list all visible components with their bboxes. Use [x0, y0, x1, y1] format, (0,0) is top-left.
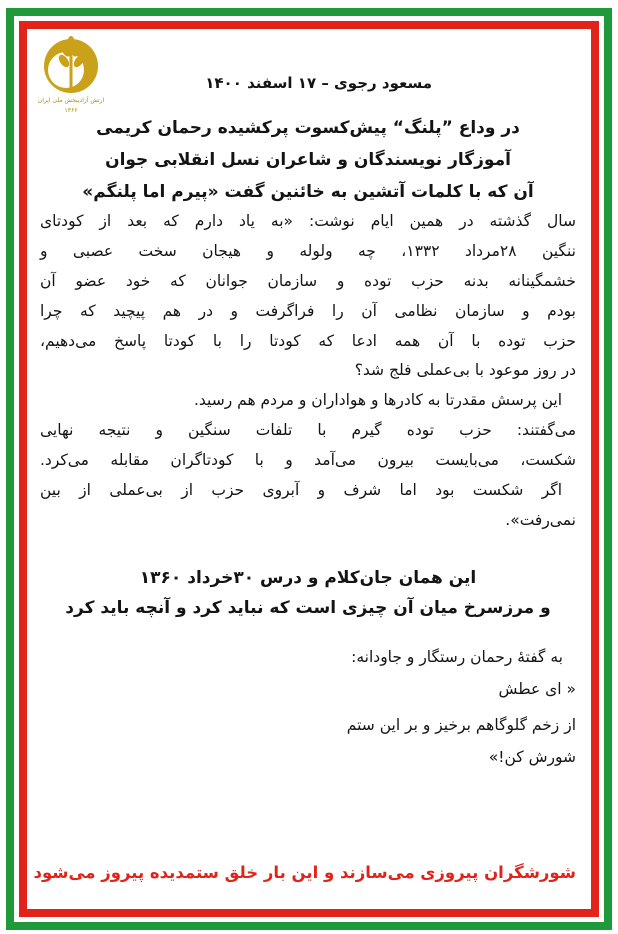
body-line: می‌گفتند: حزب توده گیرم با تلفات سنگین و نتیجه نهایی [40, 421, 576, 439]
poem-line: به گفتهٔ رحمان رستگار و جاودانه: [351, 648, 563, 666]
poem-line: شورش کن!» [488, 748, 576, 766]
body-line: نمی‌رفت». [505, 511, 576, 529]
body-line: ننگین ۲۸مرداد ۱۳۳۲، چه ولوله و هیجان سخت عصبی و [40, 242, 576, 260]
title-line: آموزگار نویسندگان و شاعران نسل انقلابی جوان [105, 150, 511, 170]
body-line: شکست، می‌بایست بیرون می‌آمد و با کودتاگران مقابله می‌کرد. [40, 451, 576, 469]
body-line: حزب توده با آن همه ادعا که کودتا را با کودتا پاسخ می‌دهیم، [40, 332, 576, 350]
slogan: شورشگران پیروزی می‌سازند و این بار خلق ستمدیده پیروز می‌شود [33, 863, 576, 882]
poem-line: از زخم گلوگاهم برخیز و بر این ستم [346, 716, 576, 734]
body-line: اگر شکست بود اما شرف و آبروی حزب از بی‌عملی از بین [40, 481, 562, 499]
author-date: مسعود رجوی – ۱۷ اسفند ۱۴۰۰ [205, 74, 432, 92]
center-line: این همان جان‌کلام و درس ۳۰خرداد ۱۳۶۰ [139, 568, 477, 588]
body-line: سال گذشته در همین ایام نوشت: «به یاد دارم که بعد از کودتای [40, 212, 576, 230]
title-line: آن که با کلمات آتشین به خائنین گفت «پیرم اما پلنگم» [82, 182, 534, 202]
poem-line: « ای عطش [498, 680, 576, 698]
logo-year: ۱۳۶۶ [64, 107, 78, 114]
body-line: خشمگینانه بدنه حزب توده و سازمان جوانان که خود عضو آن [40, 272, 576, 290]
center-line: و مرزسرخ میان آن چیزی است که نباید کرد و آنچه باید کرد [65, 598, 551, 618]
title-line: در وداع ”پلنگ“ پیش‌کسوت پرکشیده رحمان کریمی [96, 118, 520, 138]
body-line: بودم و سازمان نظامی آن را فراگرفت و در هم پیچید که چرا [40, 302, 576, 320]
body-line: در روز موعود با بی‌عملی فلج شد؟ [354, 361, 576, 379]
logo-caption: ارتش آزادیبخش ملی ایران [37, 97, 105, 104]
body-line: این پرسش مقدرتا به کادرها و هواداران و مردم هم رسید. [193, 391, 562, 409]
